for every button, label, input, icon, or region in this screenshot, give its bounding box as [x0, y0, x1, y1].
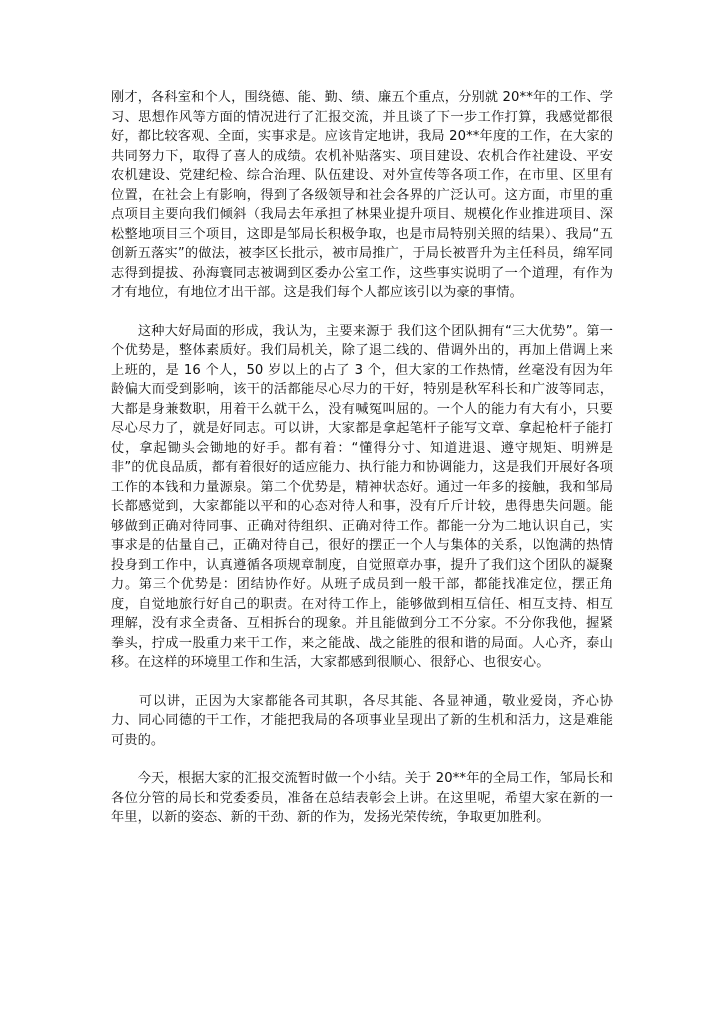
paragraph-opening-summary: 刚才，各科室和个人，围绕德、能、勤、绩、廉五个重点，分别就 20**年的工作、学习、思想作风等方面的情况进行了汇报交流，并且谈了下一步工作打算，我感觉都很好，都比较客观、全面，实事求是。应该肯定地讲，我局 20**年度的工作，在大家的共同努力下，取得了喜人的成绩。农机补贴落实、项目建设、农机合作社建设、平安农机建设、党建纪检、综合治理、队伍建设、对外宣传等各项工作，在市里、区里有位置，在社会上有影响，得到了各级领导和社会各界的广泛认可。这方面，市里的重点项目主要向我们倾斜（我局去年承担了林果业提升项目、规模化作业推进项目、深松整地项目三个项目，这即是邹局长积极争取，也是市局特别关照的结果）、我局“五创新五落实”的做法，被李区长批示，被市局推广，于局长被晋升为主任科员，绵军同志得到提拔、孙海寰同志被调到区委办公室工作，这些事实说明了一个道理，有作为才有地位，有地位才出干部。这是我们每个人都应该引以为豪的事情。: [111, 90, 613, 300]
paragraph-conclusion-teamwork: 可以讲，正因为大家都能各司其职，各尽其能、各显神通，敬业爱岗，齐心协力、同心同德的干工作，才能把我局的各项事业呈现出了新的生机和活力，这是难能可贵的。: [111, 693, 613, 748]
paragraph-closing-remarks: 今天，根据大家的汇报交流暂时做一个小结。关于 20**年的全局工作，邹局长和各位分管的局长和党委委员，准备在总结表彰会上讲。在这里呢，希望大家在新的一年里，以新的姿态、新的干劲、新的作为，发扬光荣传统，争取更加胜利。: [111, 771, 613, 825]
paragraph-three-advantages: 这种大好局面的形成，我认为，主要来源于 我们这个团队拥有“三大优势”。第一个优势是，整体素质好。我们局机关，除了退二线的、借调外出的，再加上借调上来上班的，是 16 个人，50 岁以上的占了 3 个，但大家的工作热情，丝毫没有因为年龄偏大而受到影响，该干的活都能尽心尽力的干好，特别是秋军科长和广波等同志，大都是身兼数职，用着干么就干么，没有喊冤叫屈的。一个人的能力有大有小，只要尽心尽力了，就是好同志。可以讲，大家都是拿起笔杆子能写文章、拿起枪杆子能打仗，拿起锄头会锄地的好手。都有着：“懂得分寸、知道进退、遵守规矩、明辨是非”的优良品质，都有着很好的适应能力、执行能力和协调能力，这是我们开展好各项工作的本钱和力量源泉。第二个优势是，精神状态好。通过一年多的接触，我和邹局长都感觉到，大家都能以平和的心态对待人和事，没有斤斤计较，患得患失问题。能够做到正确对待同事、正确对待组织、正确对待工作。都能一分为二地认识自己，实事求是的估量自己，正确对待自己，很好的摆正一个人与集体的关系，以饱满的热情投身到工作中，认真遵循各项规章制度，自觉照章办事，提升了我们这个团队的凝聚力。第三个优势是：团结协作好。从班子成员到一般干部，都能找准定位，摆正角度，自觉地旅行好自己的职责。在对待工作上，能够做到相互信任、相互支持、相互理解，没有求全责备、互相拆台的现象。并且能做到分工不分家。不分你我他，握紧拳头，拧成一股重力来干工作，来之能战、战之能胜的很和谐的局面。人心齐，泰山移。在这样的环境里工作和生活，大家都感到很顺心、很舒心、也很安心。: [111, 323, 613, 670]
document-page: [111, 88, 613, 847]
